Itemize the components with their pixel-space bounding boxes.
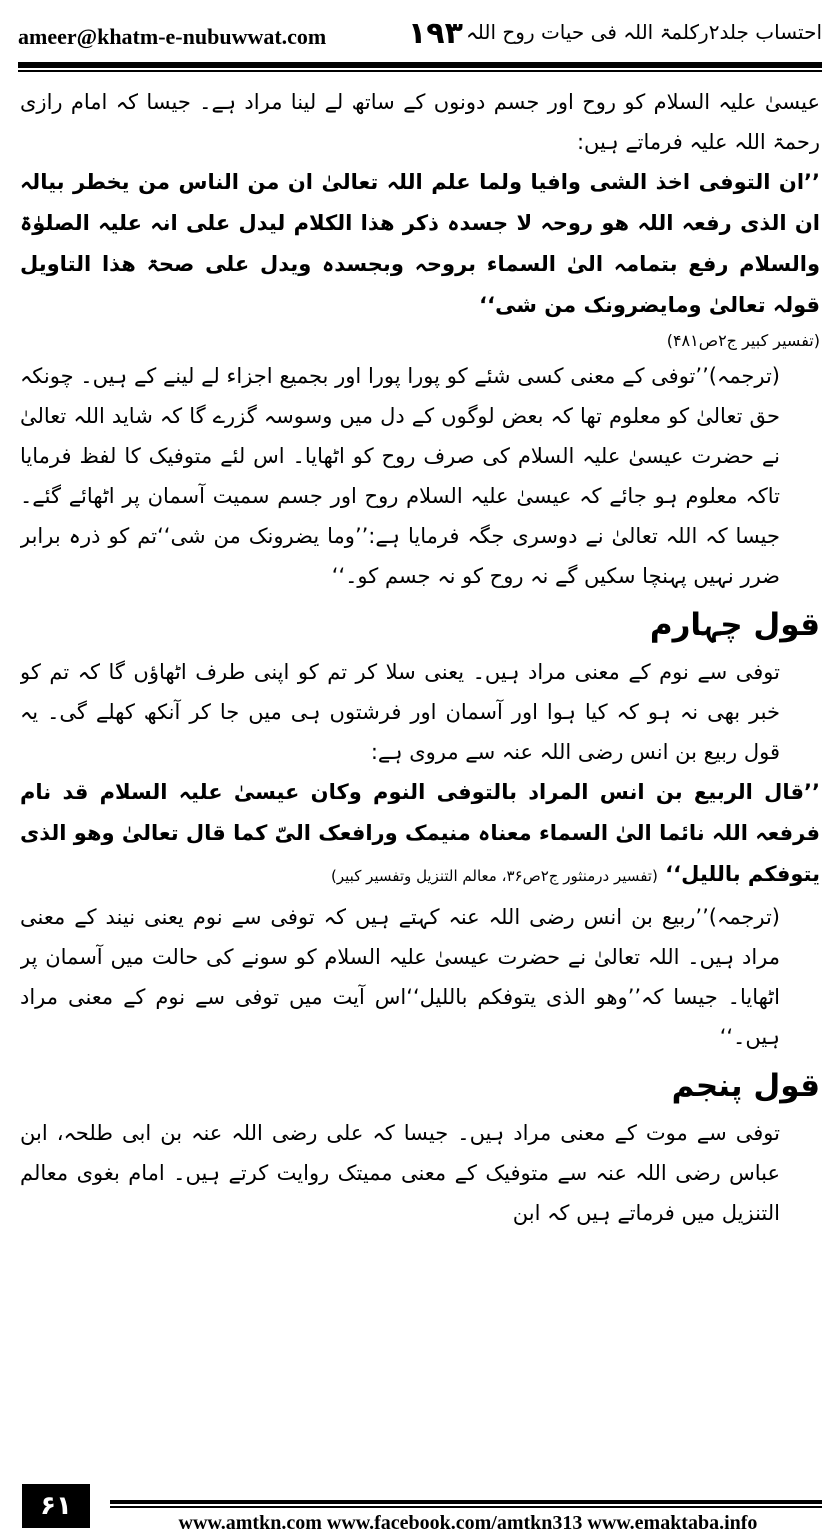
page-header xyxy=(18,14,822,58)
reference-tafsir-kabir: (تفسیر کبیر ج۲ص۴۸۱) xyxy=(666,331,820,350)
footer-rule xyxy=(110,1500,822,1504)
arabic-quote-razi: ’’ان التوفی اخذ الشی وافیا ولما علم اللہ تعالیٰ ان من الناس من یخطر بیالہ ان الذی رفعہ اللہ ھو روحہ لا جسدہ ذکر ھذا الکلام لیدل علی انہ علیہ الصلوٰۃ والسلام رفع بتمامہ الیٰ السماء بروحہ وبجسدہ ویدل علی صحۃ ھذا التاویل قولہ تعالیٰ ومایضرونک من شی‘‘ xyxy=(20,170,820,317)
header-email: ameer@khatm-e-nubuwwat.com xyxy=(18,24,327,49)
section-heading-4: قول چہارم xyxy=(649,607,820,643)
paragraph-intro: عیسیٰ علیہ السلام کو روح اور جسم دونوں کے ساتھ لے لینا مراد ہے۔ جیسا کہ امام رازی رحمۃ اللہ علیہ فرماتے ہیں: xyxy=(20,90,820,154)
footer-rule-thin xyxy=(110,1506,822,1508)
footer-links[interactable]: www.amtkn.com www.facebook.com/amtkn313 www.emaktaba.info xyxy=(178,1512,758,1534)
footer-page-number: ۶۱ xyxy=(22,1484,90,1528)
paragraph-qawl-5: توفی سے موت کے معنی مراد ہیں۔ جیسا کہ علی رضی اللہ عنہ بن ابی طلحہ، ابن عباس رضی اللہ عنہ سے متوفیک کے معنی ممیتک روایت کرتے ہیں۔ امام بغوی معالم التنزیل میں فرماتے ہیں کہ ابن xyxy=(20,1121,780,1225)
header-rule-thin xyxy=(18,70,822,72)
arabic-quote-rabi xyxy=(20,772,820,897)
header-book-title: احتساب جلد۲رکلمۃ اللہ فی حیات روح اللہ xyxy=(466,20,822,44)
paragraph-translation-2: (ترجمہ)’’ربیع بن انس رضی اللہ عنہ کہتے ہیں کہ توفی سے نوم یعنی نیند کے معنی مراد ہیں۔ اللہ تعالیٰ نے حضرت عیسیٰ علیہ السلام کو سونے کی حالت میں آسمان پر اٹھایا۔ جیسا کہ’’وھو الذی یتوفکم باللیل‘‘اس آیت میں توفی سے نوم کے معنی مراد ہیں۔‘‘ xyxy=(20,905,780,1049)
paragraph-qawl-4: توفی سے نوم کے معنی مراد ہیں۔ یعنی سلا کر تم کو اپنی طرف اٹھاؤں گا کہ تم کو خبر بھی نہ ہو کہ کیا ہوا اور آسمان اور فرشتوں ہی میں جا کر آنکھ کھلے گی۔ یہ قول ربیع بن انس رضی اللہ عنہ سے مروی ہے: xyxy=(20,660,780,764)
page-body xyxy=(20,82,820,1457)
paragraph-translation-1: (ترجمہ)’’توفی کے معنی کسی شئے کو پورا پورا اور بجمیع اجزاء لے لینے کے ہیں۔ چونکہ حق تعالیٰ کو معلوم تھا کہ بعض لوگوں کے دل میں وسوسہ گزرے گا کہ شاید اللہ تعالیٰ نے حضرت عیسیٰ علیہ السلام کی صرف روح کو اٹھایا۔ اس لئے متوفیک کا لفظ فرمایا تاکہ معلوم ہو جائے کہ عیسیٰ علیہ السلام روح اور جسم سمیت آسمان پر اٹھائے گئے۔ جیسا کہ اللہ تعالیٰ نے دوسری جگہ فرمایا ہے:’’وما یضرونک من شی‘‘تم کو ذرہ برابر ضرر نہیں پہنچا سکیں گے نہ روح کو نہ جسم کو۔‘‘ xyxy=(20,364,780,588)
section-heading-5: قول پنجم xyxy=(671,1068,820,1104)
arabic-quote-rabi-text: ’’قال الربیع بن انس المراد بالتوفی النوم وکان عیسیٰ علیہ السلام قد نام فرفعہ اللہ نائما الیٰ السماء معناہ منیمک ورافعک الیّ کما قال تعالیٰ وھو الذی یتوفکم باللیل‘‘ xyxy=(20,780,820,886)
header-page-number: ۱۹۳ xyxy=(408,16,463,51)
header-rule xyxy=(18,62,822,68)
reference-durr-manthur: (تفسیر درمنثور ج۲ص۳۶، معالم التنزیل وتفسیر کبیر) xyxy=(331,867,658,885)
